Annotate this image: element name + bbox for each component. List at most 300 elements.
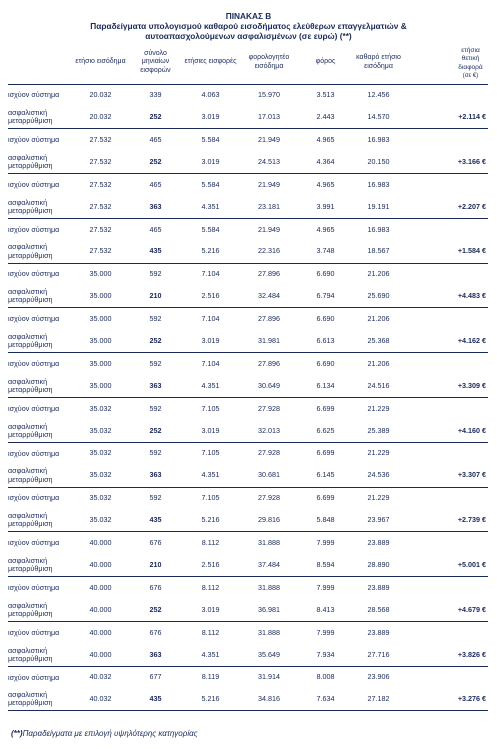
cell-taxable-income: 31.981 bbox=[258, 336, 280, 346]
row-label: ασφαλιστική μεταρρύθμιση bbox=[8, 555, 53, 574]
cell-taxable-income: 27.896 bbox=[239, 353, 299, 375]
cell-annual-difference: +3.309 € bbox=[457, 380, 486, 390]
cell-annual-difference: +2.207 € bbox=[457, 201, 486, 211]
cell-taxable-income: 37.484 bbox=[258, 559, 280, 569]
cell-annual-difference: +1.584 € bbox=[457, 246, 486, 256]
cell-net-income: 16.983 bbox=[352, 218, 405, 240]
table-row-current-system bbox=[8, 577, 488, 599]
cell-income: 40.032 bbox=[72, 666, 129, 688]
cell-annual-difference: +4.679 € bbox=[457, 604, 486, 614]
cell-taxable-income: 15.970 bbox=[239, 84, 299, 106]
cell-tax: 6.690 bbox=[299, 353, 352, 375]
cell-taxable-income: 27.928 bbox=[239, 442, 299, 464]
cell-income: 20.032 bbox=[72, 84, 129, 106]
row-label: ισχύον σύστημα bbox=[8, 263, 72, 285]
cell-tax: 6.690 bbox=[299, 263, 352, 285]
header-diff-unit: (σε €) bbox=[462, 73, 479, 80]
cell-spacer bbox=[405, 554, 453, 576]
table-body bbox=[8, 84, 488, 711]
cell-tax: 7.634 bbox=[299, 689, 352, 711]
row-label: ασφαλιστική μεταρρύθμιση bbox=[8, 421, 53, 439]
cell-net-income: 18.567 bbox=[367, 246, 390, 256]
cell-monthly-contributions: 252 bbox=[149, 156, 162, 166]
cell-annual-contributions: 4.063 bbox=[182, 84, 239, 106]
table-row-current-system bbox=[8, 666, 488, 688]
cell-spacer bbox=[405, 106, 453, 128]
cell-taxable-income: 30.649 bbox=[258, 380, 280, 390]
cell-income: 27.532 bbox=[89, 201, 112, 211]
cell-tax: 3.748 bbox=[316, 246, 335, 256]
cell-taxable-income: 35.649 bbox=[258, 649, 280, 659]
cell-annual-contributions: 2.516 bbox=[201, 291, 220, 301]
table-row-reform bbox=[8, 644, 488, 666]
cell-net-income: 21.229 bbox=[352, 397, 405, 419]
cell-monthly-contributions: 465 bbox=[129, 218, 182, 240]
table-row-reform bbox=[8, 196, 488, 218]
cell-spacer bbox=[405, 375, 453, 397]
cell-net-income: 23.906 bbox=[352, 666, 405, 688]
header-empty bbox=[8, 42, 72, 84]
cell-taxable-income: 32.013 bbox=[258, 425, 280, 435]
cell-annual-contributions: 7.105 bbox=[182, 397, 239, 419]
cell-net-income: 21.206 bbox=[352, 353, 405, 375]
cell-annual-difference: +4.162 € bbox=[457, 336, 486, 346]
cell-annual-contributions: 8.112 bbox=[182, 532, 239, 554]
cell-annual-difference: +4.483 € bbox=[457, 291, 486, 301]
cell-annual-difference bbox=[453, 397, 488, 419]
cell-annual-contributions: 4.351 bbox=[201, 649, 220, 659]
footnote bbox=[11, 729, 198, 738]
cell-tax: 7.999 bbox=[299, 621, 352, 643]
cell-spacer bbox=[405, 84, 453, 106]
cell-annual-difference bbox=[453, 577, 488, 599]
header-net-income: καθαρό ετήσιο εισόδημα bbox=[356, 54, 401, 70]
table-row-reform bbox=[8, 330, 488, 352]
row-label: ισχύον σύστημα bbox=[8, 621, 72, 643]
cell-annual-difference: +3.166 € bbox=[457, 156, 486, 166]
cell-monthly-contributions: 252 bbox=[149, 604, 162, 614]
cell-monthly-contributions: 210 bbox=[149, 291, 162, 301]
cell-monthly-contributions: 210 bbox=[149, 559, 162, 569]
cell-spacer bbox=[405, 577, 453, 599]
cell-annual-contributions: 5.584 bbox=[182, 218, 239, 240]
cell-taxable-income: 24.513 bbox=[258, 156, 280, 166]
cell-taxable-income: 21.949 bbox=[239, 174, 299, 196]
table-row-reform bbox=[8, 689, 488, 711]
cell-annual-difference bbox=[453, 353, 488, 375]
cell-annual-contributions: 2.516 bbox=[201, 559, 220, 569]
cell-net-income: 27.182 bbox=[352, 689, 405, 711]
cell-monthly-contributions: 435 bbox=[129, 689, 182, 711]
row-label: ασφαλιστική μεταρρύθμιση bbox=[8, 108, 53, 126]
cell-tax: 2.443 bbox=[316, 112, 335, 122]
cell-income: 35.000 bbox=[72, 308, 129, 330]
cell-annual-contributions: 3.019 bbox=[201, 156, 220, 166]
cell-annual-difference bbox=[453, 621, 488, 643]
table-row-current-system bbox=[8, 263, 488, 285]
row-label: ισχύον σύστημα bbox=[8, 308, 72, 330]
cell-net-income: 21.229 bbox=[352, 487, 405, 509]
cell-annual-contributions: 7.104 bbox=[182, 263, 239, 285]
cell-spacer bbox=[405, 465, 453, 487]
cell-monthly-contributions: 592 bbox=[129, 263, 182, 285]
table-row-current-system bbox=[8, 84, 488, 106]
table-row-reform bbox=[8, 241, 488, 263]
cell-annual-difference: +4.160 € bbox=[457, 425, 486, 435]
cell-income: 20.032 bbox=[89, 112, 112, 122]
cell-spacer bbox=[405, 196, 453, 218]
cell-income: 35.000 bbox=[72, 353, 129, 375]
cell-taxable-income: 34.816 bbox=[239, 689, 299, 711]
row-label: ασφαλιστική μεταρρύθμιση bbox=[8, 466, 53, 484]
cell-net-income: 25.368 bbox=[367, 336, 390, 346]
cell-income: 35.032 bbox=[72, 442, 129, 464]
cell-spacer bbox=[405, 263, 453, 285]
cell-income: 27.532 bbox=[89, 246, 112, 256]
row-label: ασφαλιστική μεταρρύθμιση bbox=[8, 645, 53, 663]
cell-monthly-contributions: 676 bbox=[129, 532, 182, 554]
cell-spacer bbox=[405, 397, 453, 419]
cell-net-income: 23.889 bbox=[352, 577, 405, 599]
cell-tax: 8.594 bbox=[316, 559, 335, 569]
cell-net-income: 24.516 bbox=[367, 380, 390, 390]
cell-taxable-income: 17.013 bbox=[258, 112, 280, 122]
cell-income: 35.032 bbox=[89, 470, 112, 480]
row-label: ισχύον σύστημα bbox=[8, 442, 72, 464]
cell-net-income: 23.967 bbox=[367, 515, 390, 525]
cell-monthly-contributions: 465 bbox=[129, 174, 182, 196]
cell-annual-difference bbox=[453, 84, 488, 106]
cell-taxable-income: 27.928 bbox=[239, 487, 299, 509]
table-row-current-system bbox=[8, 621, 488, 643]
cell-annual-difference: +2.739 € bbox=[457, 515, 486, 525]
cell-income: 40.000 bbox=[72, 532, 129, 554]
cell-annual-contributions: 7.105 bbox=[182, 442, 239, 464]
cell-tax: 7.999 bbox=[299, 577, 352, 599]
cell-annual-contributions: 7.105 bbox=[182, 487, 239, 509]
cell-net-income: 21.206 bbox=[352, 263, 405, 285]
header-empty-2 bbox=[405, 42, 453, 84]
cell-monthly-contributions: 363 bbox=[149, 380, 162, 390]
cell-net-income: 20.150 bbox=[367, 156, 390, 166]
table-title-line-1: Παραδείγματα υπολογισμού καθαρού εισοδήματος ελεύθερων επαγγελματιών & bbox=[90, 21, 407, 31]
cell-taxable-income: 29.816 bbox=[258, 515, 280, 525]
table-row-current-system bbox=[8, 442, 488, 464]
cell-taxable-income: 30.681 bbox=[258, 470, 280, 480]
cell-tax: 8.008 bbox=[299, 666, 352, 688]
cell-annual-difference bbox=[453, 218, 488, 240]
cell-annual-contributions: 8.112 bbox=[182, 577, 239, 599]
cell-spacer bbox=[405, 442, 453, 464]
cell-tax: 3.991 bbox=[316, 201, 335, 211]
cell-tax: 8.413 bbox=[316, 604, 335, 614]
cell-income: 35.032 bbox=[72, 397, 129, 419]
cell-taxable-income: 27.896 bbox=[239, 263, 299, 285]
cell-income: 40.000 bbox=[72, 621, 129, 643]
cell-spacer bbox=[405, 689, 453, 711]
cell-annual-difference: +5.001 € bbox=[457, 559, 486, 569]
cell-annual-difference: +2.114 € bbox=[458, 112, 486, 122]
cell-annual-difference bbox=[453, 308, 488, 330]
cell-income: 27.532 bbox=[89, 156, 112, 166]
cell-annual-contributions: 3.019 bbox=[201, 112, 220, 122]
cell-taxable-income: 21.949 bbox=[239, 218, 299, 240]
cell-net-income: 25.389 bbox=[367, 425, 390, 435]
table-row-current-system bbox=[8, 129, 488, 151]
cell-spacer bbox=[405, 487, 453, 509]
cell-income: 40.000 bbox=[89, 649, 112, 659]
cell-spacer bbox=[405, 129, 453, 151]
cell-taxable-income: 21.949 bbox=[239, 129, 299, 151]
cell-annual-contributions: 5.584 bbox=[182, 174, 239, 196]
cell-tax: 6.690 bbox=[299, 308, 352, 330]
cell-tax: 7.934 bbox=[316, 649, 335, 659]
header-annual-difference bbox=[453, 42, 488, 84]
row-label: ισχύον σύστημα bbox=[8, 577, 72, 599]
row-label: ισχύον σύστημα bbox=[8, 218, 72, 240]
cell-income: 35.000 bbox=[89, 336, 112, 346]
cell-annual-difference bbox=[453, 666, 488, 688]
cell-net-income: 16.983 bbox=[352, 129, 405, 151]
cell-annual-difference bbox=[453, 442, 488, 464]
cell-monthly-contributions: 677 bbox=[129, 666, 182, 688]
cell-spacer bbox=[405, 353, 453, 375]
cell-income: 35.000 bbox=[72, 263, 129, 285]
cell-income: 40.000 bbox=[89, 559, 112, 569]
cell-annual-difference bbox=[453, 487, 488, 509]
cell-net-income: 23.889 bbox=[352, 621, 405, 643]
cell-annual-contributions: 7.104 bbox=[182, 308, 239, 330]
cell-tax: 4.965 bbox=[299, 218, 352, 240]
cell-net-income: 27.716 bbox=[367, 649, 390, 659]
cell-income: 35.000 bbox=[89, 380, 112, 390]
cell-monthly-contributions: 252 bbox=[149, 425, 162, 435]
cell-income: 35.032 bbox=[89, 515, 112, 525]
row-label: ισχύον σύστημα bbox=[8, 353, 72, 375]
cell-taxable-income: 27.928 bbox=[239, 397, 299, 419]
cell-tax: 6.145 bbox=[316, 470, 335, 480]
cell-spacer bbox=[405, 151, 453, 173]
cell-net-income: 28.568 bbox=[367, 604, 390, 614]
cell-monthly-contributions: 592 bbox=[129, 487, 182, 509]
cell-monthly-contributions: 363 bbox=[149, 649, 162, 659]
cell-taxable-income: 31.888 bbox=[239, 532, 299, 554]
row-label: ασφαλιστική μεταρρύθμιση bbox=[8, 511, 53, 529]
cell-net-income: 25.690 bbox=[367, 291, 390, 301]
table-row-reform bbox=[8, 599, 488, 621]
cell-net-income: 24.536 bbox=[367, 470, 390, 480]
cell-annual-contributions: 3.019 bbox=[201, 604, 220, 614]
cell-monthly-contributions: 676 bbox=[129, 621, 182, 643]
cell-annual-contributions: 5.216 bbox=[201, 515, 220, 525]
table-row-current-system bbox=[8, 174, 488, 196]
cell-tax: 4.965 bbox=[299, 174, 352, 196]
table-row-current-system bbox=[8, 218, 488, 240]
cell-spacer bbox=[405, 599, 453, 621]
header-taxable-income: φορολογητέο εισόδημα bbox=[248, 54, 290, 70]
cell-monthly-contributions: 465 bbox=[129, 129, 182, 151]
cell-annual-contributions: 7.104 bbox=[182, 353, 239, 375]
header-income: ετήσιο εισόδημα bbox=[75, 58, 126, 66]
cell-spacer bbox=[405, 174, 453, 196]
cell-income: 27.532 bbox=[72, 218, 129, 240]
table-caption: ΠΙΝΑΚΑΣ Β bbox=[225, 11, 272, 21]
table-row-current-system bbox=[8, 353, 488, 375]
cell-income: 27.532 bbox=[72, 174, 129, 196]
cell-income: 35.032 bbox=[89, 425, 112, 435]
cell-net-income: 28.890 bbox=[367, 559, 390, 569]
header-row bbox=[8, 42, 488, 84]
header-annual-contributions: ετήσιες εισφορές bbox=[184, 58, 237, 66]
cell-tax: 6.625 bbox=[316, 425, 335, 435]
cell-income: 40.032 bbox=[72, 689, 129, 711]
table-title-line-2: αυτοαπασχολούμενων ασφαλισμένων (σε ευρώ) (**) bbox=[145, 31, 352, 41]
cell-monthly-contributions: 592 bbox=[129, 308, 182, 330]
income-comparison-table bbox=[8, 42, 488, 711]
row-label: ισχύον σύστημα bbox=[8, 397, 72, 419]
cell-annual-contributions: 4.351 bbox=[201, 201, 220, 211]
cell-spacer bbox=[405, 532, 453, 554]
row-label: ασφαλιστική μεταρρύθμιση bbox=[8, 376, 53, 395]
cell-tax: 6.794 bbox=[316, 291, 335, 301]
footnote-mark: (**) bbox=[11, 729, 23, 738]
cell-net-income: 12.456 bbox=[352, 84, 405, 106]
cell-spacer bbox=[405, 330, 453, 352]
cell-annual-contributions: 3.019 bbox=[201, 425, 220, 435]
cell-annual-difference bbox=[453, 174, 488, 196]
table-row-reform bbox=[8, 465, 488, 487]
cell-spacer bbox=[405, 644, 453, 666]
row-label: ασφαλιστική μεταρρύθμιση bbox=[8, 242, 53, 260]
table-row-reform bbox=[8, 554, 488, 576]
cell-monthly-contributions: 363 bbox=[149, 470, 162, 480]
cell-spacer bbox=[405, 241, 453, 263]
cell-net-income: 16.983 bbox=[352, 174, 405, 196]
cell-income: 35.000 bbox=[89, 291, 112, 301]
cell-tax: 3.513 bbox=[299, 84, 352, 106]
row-label: ισχύον σύστημα bbox=[8, 84, 72, 106]
cell-net-income: 14.570 bbox=[367, 112, 390, 122]
cell-spacer bbox=[405, 286, 453, 308]
cell-net-income: 19.191 bbox=[367, 201, 390, 211]
cell-annual-difference: +3.276 € bbox=[453, 689, 488, 711]
row-label: ασφαλιστική μεταρρύθμιση bbox=[8, 332, 53, 350]
cell-annual-difference: +3.307 € bbox=[457, 470, 486, 480]
cell-monthly-contributions: 252 bbox=[149, 336, 162, 346]
cell-taxable-income: 27.896 bbox=[239, 308, 299, 330]
row-label: ασφαλιστική μεταρρύθμιση bbox=[8, 689, 72, 711]
header-tax: φόρος bbox=[315, 58, 336, 66]
cell-income: 27.532 bbox=[72, 129, 129, 151]
cell-tax: 6.613 bbox=[316, 336, 335, 346]
cell-annual-contributions: 5.216 bbox=[182, 689, 239, 711]
cell-income: 35.032 bbox=[72, 487, 129, 509]
row-label: ισχύον σύστημα bbox=[8, 666, 72, 688]
header-monthly-contributions: σύνολο μηνιαίων εισφορών bbox=[140, 49, 171, 75]
cell-monthly-contributions: 592 bbox=[129, 397, 182, 419]
cell-monthly-contributions: 339 bbox=[129, 84, 182, 106]
cell-spacer bbox=[405, 308, 453, 330]
cell-monthly-contributions: 592 bbox=[129, 353, 182, 375]
table-row-reform bbox=[8, 286, 488, 308]
table-row-current-system bbox=[8, 397, 488, 419]
cell-tax: 6.134 bbox=[316, 380, 335, 390]
cell-tax: 6.699 bbox=[299, 487, 352, 509]
header-diff-label: ετήσια θετική διαφορά bbox=[458, 46, 483, 71]
cell-monthly-contributions: 252 bbox=[149, 112, 162, 122]
table-row-current-system bbox=[8, 308, 488, 330]
table-row-reform bbox=[8, 151, 488, 173]
cell-tax: 4.364 bbox=[316, 156, 335, 166]
table-row-reform bbox=[8, 375, 488, 397]
row-label: ασφαλιστική μεταρρύθμιση bbox=[8, 600, 53, 618]
cell-monthly-contributions: 676 bbox=[129, 577, 182, 599]
row-label: ισχύον σύστημα bbox=[8, 129, 72, 151]
row-label: ισχύον σύστημα bbox=[8, 487, 72, 509]
cell-tax: 4.965 bbox=[299, 129, 352, 151]
table-row-reform bbox=[8, 420, 488, 442]
table-row-reform bbox=[8, 106, 488, 128]
cell-net-income: 21.229 bbox=[352, 442, 405, 464]
table-row-current-system bbox=[8, 487, 488, 509]
cell-spacer bbox=[405, 621, 453, 643]
cell-annual-contributions: 4.351 bbox=[201, 380, 220, 390]
cell-monthly-contributions: 435 bbox=[149, 515, 162, 525]
cell-spacer bbox=[405, 666, 453, 688]
cell-taxable-income: 23.181 bbox=[258, 201, 280, 211]
cell-annual-difference bbox=[453, 129, 488, 151]
cell-annual-difference bbox=[453, 532, 488, 554]
cell-annual-contributions: 8.112 bbox=[182, 621, 239, 643]
cell-monthly-contributions: 435 bbox=[149, 246, 162, 256]
cell-spacer bbox=[405, 218, 453, 240]
footnote-text: Παραδείγματα με επιλογή υψηλότερης κατηγορίας bbox=[22, 729, 198, 738]
cell-annual-difference bbox=[453, 263, 488, 285]
cell-annual-contributions: 3.019 bbox=[201, 336, 220, 346]
cell-taxable-income: 22.316 bbox=[258, 246, 280, 256]
table-row-reform bbox=[8, 509, 488, 531]
cell-net-income: 23.889 bbox=[352, 532, 405, 554]
cell-tax: 5.848 bbox=[316, 515, 335, 525]
cell-annual-contributions: 4.351 bbox=[201, 470, 220, 480]
table-row-current-system bbox=[8, 532, 488, 554]
cell-taxable-income: 31.914 bbox=[239, 666, 299, 688]
cell-monthly-contributions: 363 bbox=[149, 201, 162, 211]
cell-spacer bbox=[405, 509, 453, 531]
cell-annual-contributions: 5.216 bbox=[201, 246, 220, 256]
cell-annual-difference: +3.826 € bbox=[457, 649, 486, 659]
cell-tax: 7.999 bbox=[299, 532, 352, 554]
row-label: ασφαλιστική μεταρρύθμιση bbox=[8, 197, 53, 215]
cell-spacer bbox=[405, 420, 453, 442]
cell-tax: 6.699 bbox=[299, 442, 352, 464]
row-label: ισχύον σύστημα bbox=[8, 174, 72, 196]
cell-net-income: 21.206 bbox=[352, 308, 405, 330]
cell-taxable-income: 32.484 bbox=[258, 291, 280, 301]
cell-income: 40.000 bbox=[89, 604, 112, 614]
cell-taxable-income: 31.888 bbox=[239, 621, 299, 643]
cell-monthly-contributions: 592 bbox=[129, 442, 182, 464]
row-label: ασφαλιστική μεταρρύθμιση bbox=[8, 152, 53, 171]
cell-annual-contributions: 8.119 bbox=[182, 666, 239, 688]
cell-taxable-income: 36.981 bbox=[258, 604, 280, 614]
cell-income: 40.000 bbox=[72, 577, 129, 599]
row-label: ασφαλιστική μεταρρύθμιση bbox=[8, 287, 53, 305]
cell-tax: 6.699 bbox=[299, 397, 352, 419]
row-label: ισχύον σύστημα bbox=[8, 532, 72, 554]
cell-annual-contributions: 5.584 bbox=[182, 129, 239, 151]
cell-taxable-income: 31.888 bbox=[239, 577, 299, 599]
